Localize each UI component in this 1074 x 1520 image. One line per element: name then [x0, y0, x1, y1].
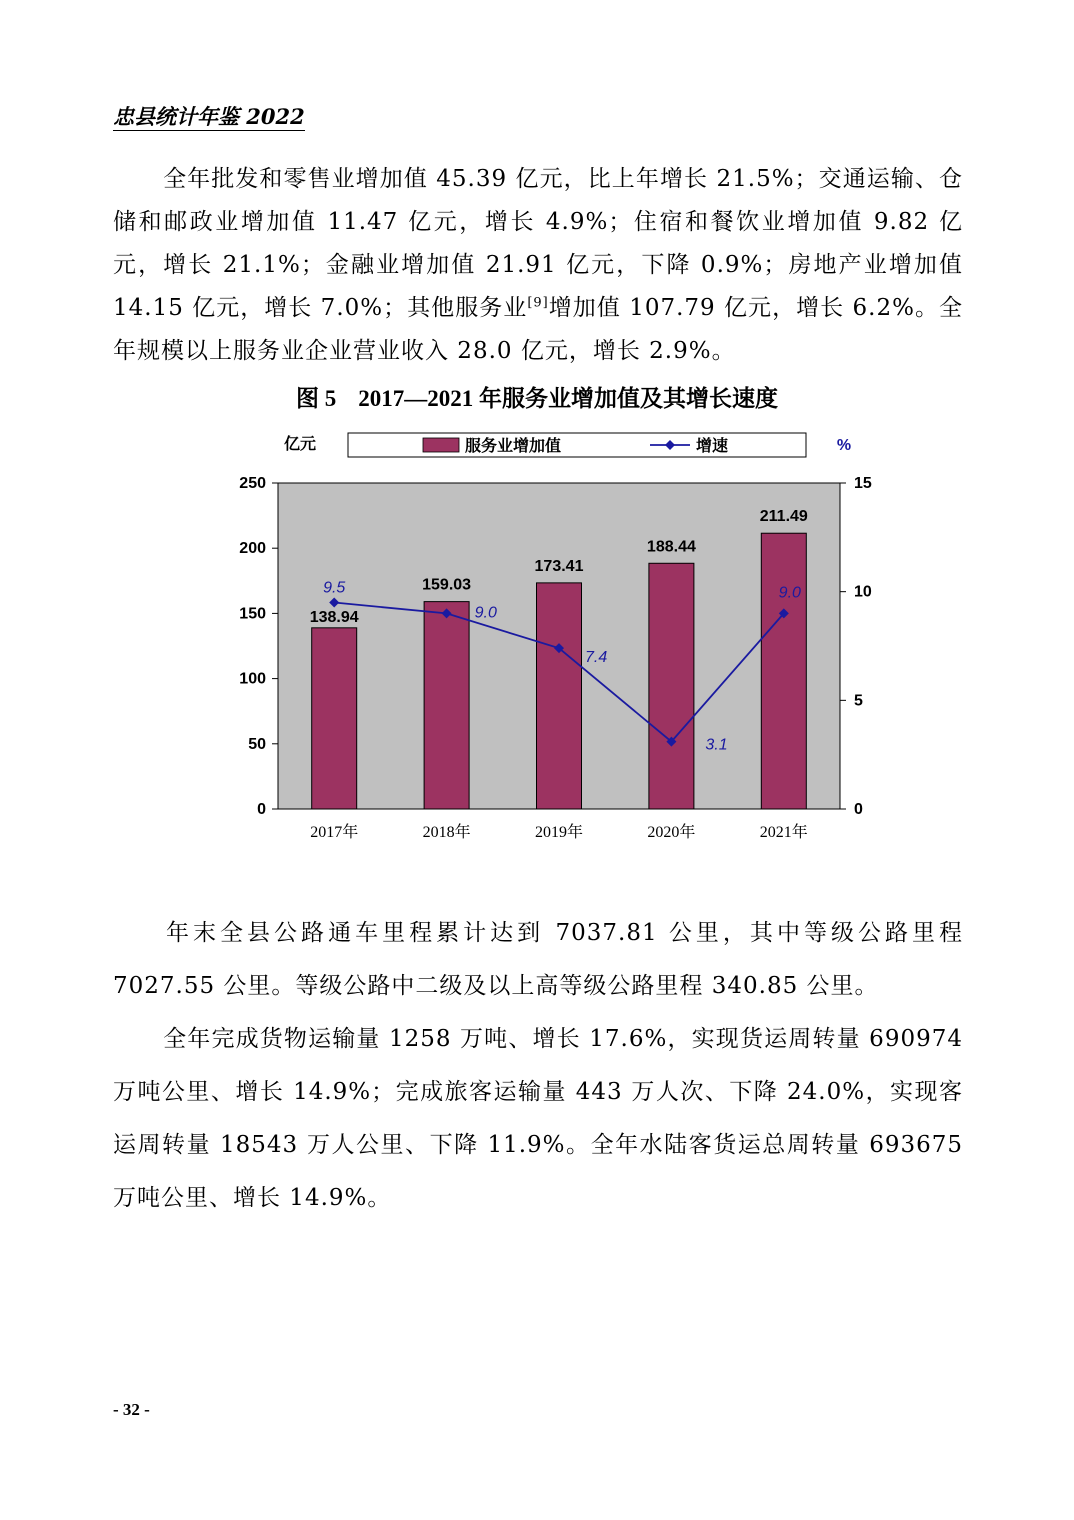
- paragraph-transport-text: 全年完成货物运输量 1258 万吨、增长 17.6%，实现货运周转量 690974 万吨公里、增长 14.9%；完成旅客运输量 443 万人次、下降 24.0%，实现客运周转量 18543 万人公里、下降 11.9%。全年水陆客货运总周转量 693675 万吨公里、增长 14.9%。: [113, 1026, 963, 1211]
- bar: [537, 583, 582, 809]
- y-left-tick-label: 150: [239, 605, 266, 623]
- figure-title: [0, 380, 1074, 413]
- y-left-tick-label: 200: [239, 540, 266, 558]
- y-left-tick-label: 0: [257, 801, 266, 818]
- footnote-ref[interactable]: [9]: [527, 295, 549, 311]
- legend-box: [348, 433, 806, 457]
- y-right-unit: %: [836, 437, 852, 454]
- x-tick-label: 2020年: [647, 824, 696, 841]
- paragraph-services-text-1: 全年批发和零售业增加值 45.39 亿元，比上年增长 21.5%；交通运输、仓储和邮政业增加值 11.47 亿元，增长 4.9%；住宿和餐饮业增加值 9.82 亿元，增长 21.1%；金融业增加值 21.91 亿元，下降 0.9%；房地产业增加值 14.15 亿元，增长 7.0%；其他服务业: [113, 166, 963, 321]
- rate-value-label: 7.4: [585, 649, 608, 667]
- y-left-tick-label: 100: [239, 670, 266, 688]
- rate-value-label: 9.0: [474, 604, 497, 622]
- rate-value-label: 3.1: [705, 736, 728, 754]
- chart-canvas: [220, 425, 870, 855]
- bar: [649, 563, 694, 809]
- y-right-tick-label: 0: [854, 801, 863, 818]
- bar-value-label: 188.44: [646, 538, 696, 556]
- legend-label-line: 增速: [696, 438, 729, 455]
- bar: [761, 533, 806, 809]
- y-right-tick-label: 15: [854, 475, 872, 492]
- x-tick-label: 2017年: [310, 824, 359, 841]
- x-tick-label: 2018年: [422, 824, 471, 841]
- bar-value-label: 159.03: [422, 576, 472, 594]
- bar-value-label: 211.49: [759, 508, 808, 526]
- figure-caption: 2017—2021 年服务业增加值及其增长速度: [358, 386, 778, 411]
- bar: [424, 602, 469, 809]
- bar-value-label: 173.41: [534, 557, 584, 575]
- legend-swatch-bar: [423, 438, 459, 452]
- page-number: - 32 -: [113, 1400, 150, 1419]
- bar: [312, 628, 357, 809]
- paragraph-roads: [113, 907, 963, 1013]
- y-left-tick-label: 250: [239, 475, 266, 492]
- y-right-tick-label: 5: [854, 692, 863, 710]
- figure-number: 图 5: [296, 386, 337, 411]
- paragraph-services-text-2: 增加值 107.79 亿元，增长 6.2%。全年规模以上服务业企业营业收入 28.0 亿元，增长 2.9%。: [113, 295, 964, 364]
- y-left-tick-label: 50: [248, 735, 266, 753]
- rate-value-label: 9.0: [778, 584, 801, 602]
- running-header: 忠县统计年鉴 2022: [113, 104, 305, 129]
- bar-value-label: 138.94: [309, 608, 359, 626]
- legend-label-bar: 服务业增加值: [465, 438, 562, 455]
- y-right-tick-label: 10: [854, 583, 872, 601]
- paragraph-transport: [113, 1013, 963, 1225]
- x-tick-label: 2019年: [534, 824, 584, 841]
- rate-value-label: 9.5: [323, 579, 346, 597]
- x-tick-label: 2021年: [759, 824, 808, 841]
- y-left-unit: 亿元: [283, 436, 317, 453]
- paragraph-roads-text: 年末全县公路通车里程累计达到 7037.81 公里，其中等级公路里程 7027.55 公里。等级公路中二级及以上高等级公路里程 340.85 公里。: [113, 920, 963, 999]
- paragraph-services: [113, 158, 963, 373]
- services-chart: [220, 425, 870, 855]
